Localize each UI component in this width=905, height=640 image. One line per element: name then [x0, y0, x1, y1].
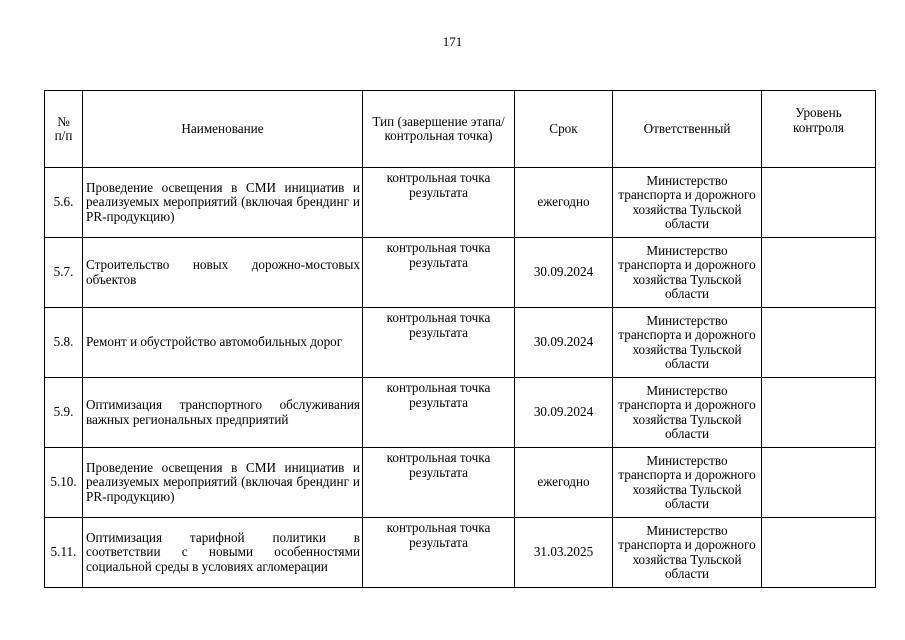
- row-number: 5.6.: [45, 168, 83, 238]
- row-responsible: Министерство транспорта и дорожного хозяйства Тульской области: [613, 168, 762, 238]
- table-row: [45, 378, 876, 448]
- header-deadline-label: Срок: [549, 120, 578, 136]
- row-type: контрольная точка результата: [363, 308, 515, 378]
- control-points-table: [44, 90, 876, 588]
- table-row: [45, 238, 876, 308]
- row-type: контрольная точка результата: [363, 168, 515, 238]
- header-deadline: [515, 91, 613, 168]
- row-name: Оптимизация тарифной политики в соответствии с новыми особенностями социальной среды в условиях агломерации: [83, 518, 363, 588]
- header-num: [45, 91, 83, 168]
- row-responsible: Министерство транспорта и дорожного хозяйства Тульской области: [613, 378, 762, 448]
- row-type: контрольная точка результата: [363, 518, 515, 588]
- table-body: [45, 168, 876, 588]
- row-deadline: 30.09.2024: [515, 378, 613, 448]
- row-deadline: ежегодно: [515, 168, 613, 238]
- header-name: [83, 91, 363, 168]
- row-type: контрольная точка результата: [363, 448, 515, 518]
- row-type: контрольная точка результата: [363, 238, 515, 308]
- header-type: [363, 91, 515, 168]
- row-control-level: [762, 168, 876, 238]
- row-control-level: [762, 238, 876, 308]
- header-responsible: [613, 91, 762, 168]
- row-number: 5.10.: [45, 448, 83, 518]
- row-type: контрольная точка результата: [363, 378, 515, 448]
- row-responsible: Министерство транспорта и дорожного хозяйства Тульской области: [613, 238, 762, 308]
- row-name: Проведение освещения в СМИ инициатив и реализуемых мероприятий (включая брендинг и PR-продукцию): [83, 168, 363, 238]
- row-number: 5.9.: [45, 378, 83, 448]
- table-header: [45, 91, 876, 168]
- row-responsible: Министерство транспорта и дорожного хозяйства Тульской области: [613, 308, 762, 378]
- header-num-label: № п/п: [54, 113, 73, 143]
- row-deadline: 30.09.2024: [515, 238, 613, 308]
- page-number: 171: [442, 34, 463, 49]
- header-row: [45, 91, 876, 168]
- header-level: [762, 91, 876, 168]
- row-name: Строительство новых дорожно-мостовых объектов: [83, 238, 363, 308]
- header-name-label: Наименование: [181, 120, 264, 136]
- table-row: [45, 448, 876, 518]
- row-name: Проведение освещения в СМИ инициатив и реализуемых мероприятий (включая брендинг и PR-продукцию): [83, 448, 363, 518]
- row-number: 5.8.: [45, 308, 83, 378]
- header-level-label: Уровень контроля: [793, 105, 844, 135]
- row-name: Ремонт и обустройство автомобильных дорог: [83, 308, 363, 378]
- row-number: 5.11.: [45, 518, 83, 588]
- row-deadline: 30.09.2024: [515, 308, 613, 378]
- header-responsible-label: Ответственный: [643, 120, 731, 136]
- row-deadline: 31.03.2025: [515, 518, 613, 588]
- table-row: [45, 168, 876, 238]
- row-responsible: Министерство транспорта и дорожного хозяйства Тульской области: [613, 448, 762, 518]
- row-control-level: [762, 378, 876, 448]
- row-number: 5.7.: [45, 238, 83, 308]
- row-control-level: [762, 518, 876, 588]
- table-row: [45, 308, 876, 378]
- header-type-label: Тип (завершение этапа/контрольная точка): [372, 113, 505, 143]
- row-name: Оптимизация транспортного обслуживания важных региональных предприятий: [83, 378, 363, 448]
- row-deadline: ежегодно: [515, 448, 613, 518]
- table-row: [45, 518, 876, 588]
- row-control-level: [762, 448, 876, 518]
- row-responsible: Министерство транспорта и дорожного хозяйства Тульской области: [613, 518, 762, 588]
- row-control-level: [762, 308, 876, 378]
